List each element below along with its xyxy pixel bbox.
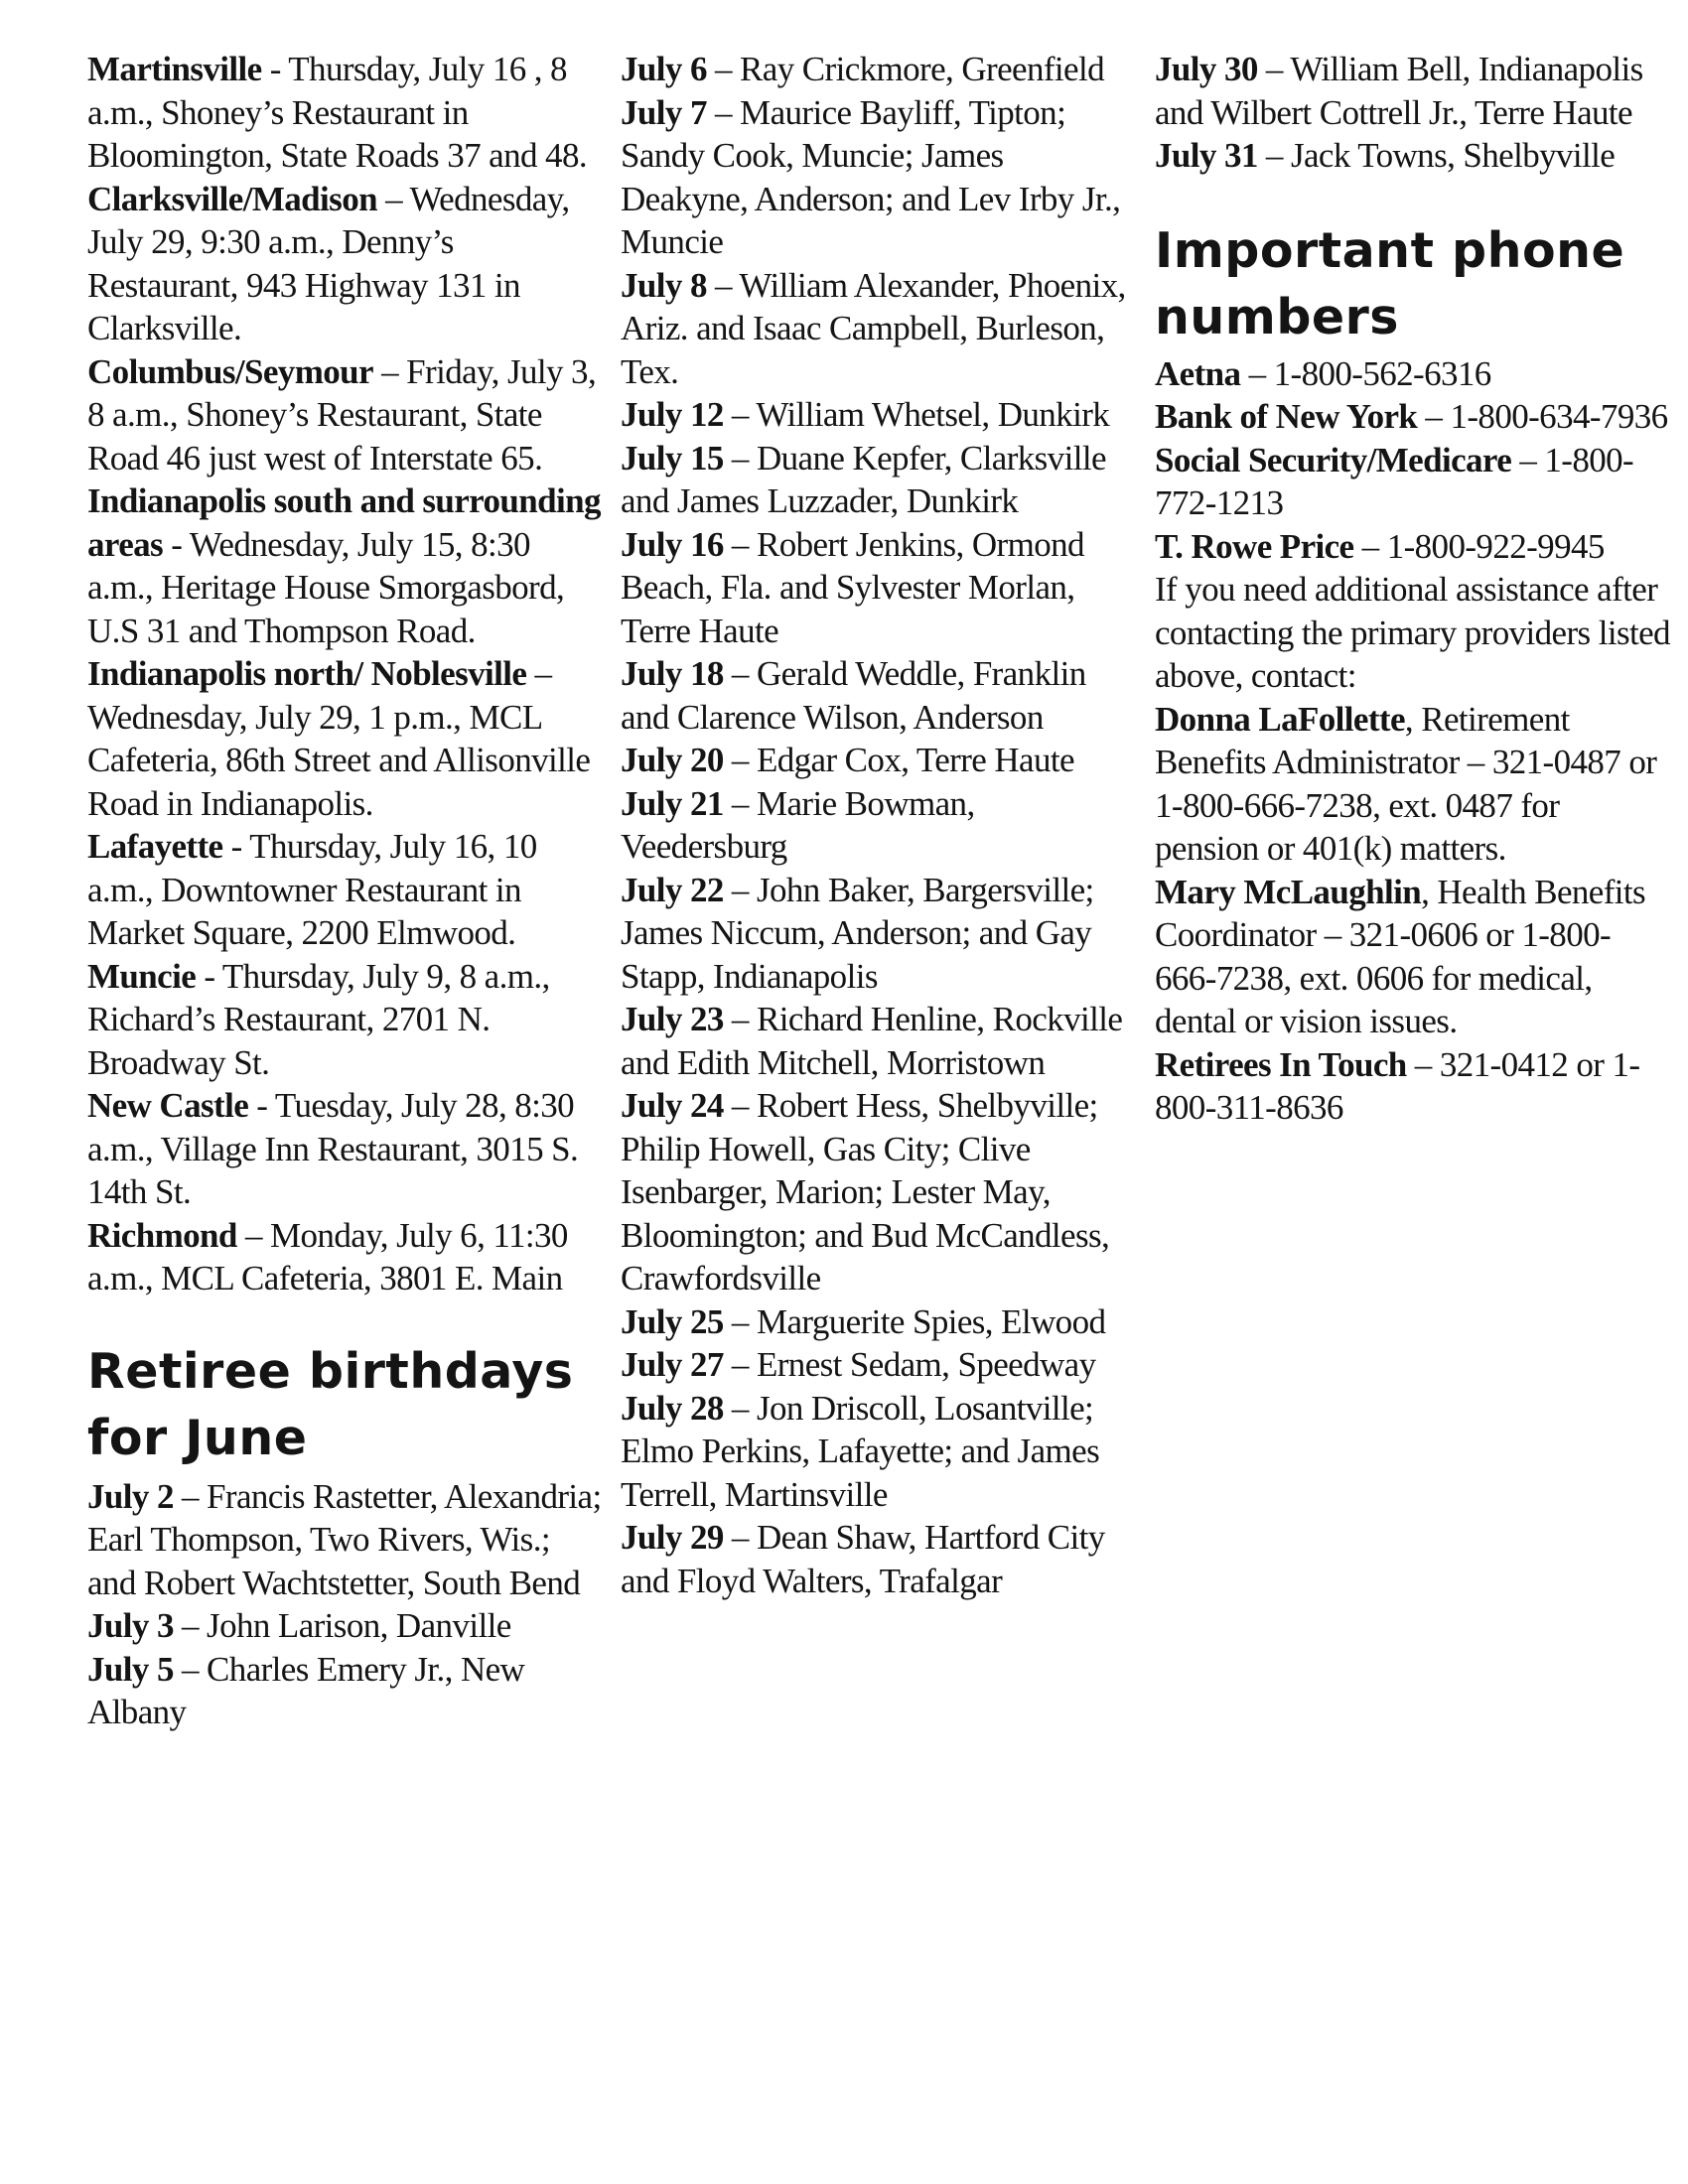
birthday-entry: July 8 – William Alexander, Phoenix, Ariz. and Isaac Campbell, Burleson, Tex. (621, 265, 1126, 391)
meeting-place: Columbus/Seymour (87, 351, 373, 391)
phone-entry (1155, 352, 1671, 396)
birthday-date: July 20 (621, 741, 724, 779)
birthday-names: William Alexander, Phoenix, Ariz. and Isaac Campbell, Burleson, Tex. (621, 265, 1126, 391)
column-3 (1155, 48, 1671, 1130)
meeting-separator: – (526, 654, 552, 693)
phone-name: Aetna (1155, 353, 1241, 393)
meeting-place: Richmond (87, 1215, 237, 1255)
birthday-names: William Bell, Indianapolis and Wilbert Cottrell Jr., Terre Haute (1155, 50, 1643, 132)
phone-number: 1-800-922-9945 (1386, 526, 1605, 566)
birthday-entry: July 31 – Jack Towns, Shelbyville (1155, 136, 1616, 175)
meeting-entry (87, 1084, 604, 1214)
meeting-place: Indianapolis south and surrounding areas (87, 481, 601, 564)
birthday-names: Maurice Bayliff, Tipton; Sandy Cook, Muncie; James Deakyne, Anderson; and Lev Irby Jr., Muncie (621, 92, 1121, 261)
meeting-entry (87, 48, 604, 178)
birthday-names: Duane Kepfer, Clarksville and James Luzzader, Dunkirk (621, 438, 1106, 520)
meeting-place: Martinsville (87, 50, 262, 88)
meeting-details: Friday, July 3, 8 a.m., Shoney’s Restaurant, State Road 46 just west of Interstate 65. (87, 351, 597, 478)
meeting-details: Thursday, July 16, 10 a.m., Downtowner Restaurant in Market Square, 2200 Elmwood. (87, 827, 537, 952)
meeting-entry (87, 825, 604, 955)
birthday-entry: July 23 – Richard Henline, Rockville and Edith Mitchell, Morristown (621, 1000, 1123, 1082)
birthday-entry: July 20 – Edgar Cox, Terre Haute (621, 741, 1074, 779)
birthday-entry: July 24 – Robert Hess, Shelbyville; Philip Howell, Gas City; Clive Isenbarger, Marion; Lester May, Bloomington; and Bud McCandless, Crawfordsville (621, 1086, 1110, 1297)
birthday-names: Ray Crickmore, Greenfield (740, 50, 1104, 88)
meeting-place: Muncie (87, 956, 197, 996)
birthday-entry: July 28 – Jon Driscoll, Losantville; Elmo Perkins, Lafayette; and James Terrell, Martinsville (621, 1388, 1100, 1514)
meeting-entry (87, 1214, 604, 1300)
phone-name: Social Security/Medicare (1155, 440, 1512, 479)
contact-name: Donna LaFollette (1155, 699, 1405, 739)
birthday-names: Robert Jenkins, Ormond Beach, Fla. and Sylvester Morlan, Terre Haute (621, 524, 1084, 650)
birthdays-heading: Retiree birthdays for June (87, 1342, 574, 1466)
birthday-names: Ernest Sedam, Speedway (756, 1345, 1096, 1384)
birthday-names: Robert Hess, Shelbyville; Philip Howell, Gas City; Clive Isenbarger, Marion; Lester May, Bloomington; and Bud McCandless, Crawfordsville (621, 1086, 1110, 1297)
meeting-place: Indianapolis north/ Noblesville (87, 654, 527, 693)
meeting-separator: - (196, 956, 222, 996)
birthday-names: Dean Shaw, Hartford City and Floyd Walters, Trafalgar (621, 1518, 1105, 1600)
meeting-entry (87, 652, 604, 825)
birthday-entry: July 5 – Charles Emery Jr., New Albany (87, 1649, 525, 1731)
birthday-entry: July 18 – Gerald Weddle, Franklin and Clarence Wilson, Anderson (621, 654, 1086, 737)
meeting-place: New Castle (87, 1086, 249, 1125)
birthday-date: July 16 (621, 524, 724, 564)
birthday-entry: July 29 – Dean Shaw, Hartford City and Floyd Walters, Trafalgar (621, 1518, 1105, 1600)
column-1 (87, 48, 604, 1734)
birthday-entry: July 22 – John Baker, Bargersville; James Niccum, Anderson; and Gay Stapp, Indianapolis (621, 870, 1094, 996)
meeting-list (87, 48, 604, 1300)
meeting-separator: – (236, 1215, 270, 1255)
birthday-date: July 5 (87, 1649, 174, 1689)
meeting-entry (87, 350, 604, 480)
contact-entry (1155, 698, 1671, 871)
birthday-names: Edgar Cox, Terre Haute (756, 741, 1074, 779)
birthday-names: Marguerite Spies, Elwood (756, 1301, 1106, 1341)
birthday-names: Gerald Weddle, Franklin and Clarence Wilson, Anderson (621, 654, 1086, 737)
phone-list (1155, 352, 1671, 1130)
birthday-entry: July 16 – Robert Jenkins, Ormond Beach, Fla. and Sylvester Morlan, Terre Haute (621, 524, 1084, 650)
birthday-names: John Larison, Danville (207, 1606, 511, 1645)
contact-name: Mary McLaughlin (1155, 872, 1422, 911)
birthday-list-part-2 (621, 48, 1137, 1602)
meeting-entry (87, 955, 604, 1085)
contact-details: , Retirement Benefits Administrator – 321-0487 or 1-800-666-7238, ext. 0487 for pension or 401(k) matters. (1155, 699, 1657, 868)
meeting-details: Wednesday, July 29, 1 p.m., MCL Cafeteria, 86th Street and Allisonville Road in Indianapolis. (87, 697, 591, 823)
contact-entry (1155, 871, 1671, 1043)
contact-entry (1155, 1043, 1671, 1130)
birthday-date: July 12 (621, 395, 724, 434)
birthday-date: July 3 (87, 1606, 174, 1645)
birthday-names: Jack Towns, Shelbyville (1290, 136, 1616, 175)
birthday-date: July 27 (621, 1345, 724, 1384)
contact-details: – 321-0412 or 1-800-311-8636 (1155, 1044, 1640, 1127)
birthday-list-part-3 (1155, 48, 1671, 178)
phone-number: 1-800-772-1213 (1155, 440, 1634, 522)
meeting-separator: - (163, 524, 190, 564)
meeting-details: Wednesday, July 29, 9:30 a.m., Denny’s Restaurant, 943 Highway 131 in Clarksville. (87, 179, 570, 347)
birthday-entry: July 3 – John Larison, Danville (87, 1606, 511, 1645)
meeting-separator: - (222, 827, 250, 866)
birthday-date: July 22 (621, 870, 724, 909)
birthday-entry: July 30 – William Bell, Indianapolis and Wilbert Cottrell Jr., Terre Haute (1155, 50, 1643, 132)
meeting-separator: – (376, 179, 410, 218)
birthday-entry: July 25 – Marguerite Spies, Elwood (621, 1301, 1106, 1341)
phone-separator: – (1240, 353, 1274, 393)
phone-separator: – (1353, 526, 1387, 566)
birthday-entry: July 7 – Maurice Bayliff, Tipton; Sandy Cook, Muncie; James Deakyne, Anderson; and Lev Irby Jr., Muncie (621, 92, 1121, 261)
contact-name: Retirees In Touch (1155, 1044, 1407, 1084)
birthday-names: John Baker, Bargersville; James Niccum, Anderson; and Gay Stapp, Indianapolis (621, 870, 1094, 996)
birthday-date: July 30 (1155, 50, 1258, 88)
phone-numbers-heading: Important phone numbers (1155, 221, 1625, 345)
birthday-entry: July 27 – Ernest Sedam, Speedway (621, 1345, 1096, 1384)
meeting-place: Lafayette (87, 827, 223, 866)
birthday-date: July 7 (621, 92, 707, 132)
birthday-date: July 28 (621, 1388, 724, 1428)
birthday-names: Marie Bowman, Veedersburg (621, 783, 975, 866)
meeting-separator: - (261, 50, 289, 88)
birthday-list-part-1 (87, 1475, 604, 1734)
meeting-entry (87, 178, 604, 350)
birthday-date: July 25 (621, 1301, 724, 1341)
birthday-date: July 15 (621, 438, 724, 478)
birthday-entry: July 15 – Duane Kepfer, Clarksville and James Luzzader, Dunkirk (621, 438, 1106, 520)
phone-name: T. Rowe Price (1155, 526, 1354, 566)
birthday-names: Jon Driscoll, Losantville; Elmo Perkins, Lafayette; and James Terrell, Martinsville (621, 1388, 1100, 1514)
birthday-date: July 31 (1155, 136, 1258, 175)
birthday-date: July 18 (621, 654, 724, 693)
meeting-entry (87, 479, 604, 652)
phone-name: Bank of New York (1155, 397, 1418, 436)
birthday-date: July 24 (621, 1086, 724, 1125)
birthday-date: July 23 (621, 1000, 724, 1038)
meeting-details: Tuesday, July 28, 8:30 a.m., Village Inn Restaurant, 3015 S. 14th St. (87, 1086, 579, 1211)
birthday-entry: July 2 – Francis Rastetter, Alexandria; Earl Thompson, Two Rivers, Wis.; and Robert Wachtstetter, South Bend (87, 1476, 602, 1602)
meeting-details: Monday, July 6, 11:30 a.m., MCL Cafeteria, 3801 E. Main (87, 1215, 568, 1297)
meeting-separator: – (372, 351, 407, 391)
birthday-entry: July 6 – Ray Crickmore, Greenfield (621, 50, 1104, 88)
birthday-date: July 21 (621, 783, 724, 823)
birthday-names: Francis Rastetter, Alexandria; Earl Thompson, Two Rivers, Wis.; and Robert Wachtstetter, South Bend (87, 1476, 602, 1602)
phone-number: 1-800-562-6316 (1273, 353, 1491, 393)
phone-entry (1155, 439, 1671, 525)
column-2 (621, 48, 1137, 1602)
phone-number: 1-800-634-7936 (1450, 397, 1668, 436)
birthday-names: Richard Henline, Rockville and Edith Mitchell, Morristown (621, 1000, 1123, 1082)
phone-entry (1155, 395, 1671, 439)
birthday-names: Charles Emery Jr., New Albany (87, 1649, 525, 1731)
meeting-details: Thursday, July 9, 8 a.m., Richard’s Restaurant, 2701 N. Broadway St. (87, 956, 550, 1082)
meeting-details: Wednesday, July 15, 8:30 a.m., Heritage House Smorgasbord, U.S 31 and Thompson Road. (87, 524, 565, 650)
birthday-entry: July 21 – Marie Bowman, Veedersburg (621, 783, 975, 866)
meeting-separator: - (248, 1086, 275, 1125)
birthday-entry: July 12 – William Whetsel, Dunkirk (621, 395, 1110, 434)
phone-entry (1155, 525, 1671, 569)
contact-details: , Health Benefits Coordinator – 321-0606 or 1-800-666-7238, ext. 0606 for medical, dental or vision issues. (1155, 872, 1646, 1040)
birthday-date: July 6 (621, 50, 707, 88)
birthday-date: July 2 (87, 1476, 174, 1516)
phone-separator: – (1511, 440, 1545, 479)
birthday-names: William Whetsel, Dunkirk (756, 395, 1110, 434)
phone-separator: – (1417, 397, 1451, 436)
birthday-date: July 29 (621, 1518, 724, 1557)
assistance-intro: If you need additional assistance after contacting the primary providers listed above, contact: (1155, 570, 1670, 695)
meeting-place: Clarksville/Madison (87, 179, 377, 218)
meeting-details: Thursday, July 16 , 8 a.m., Shoney’s Restaurant in Bloomington, State Roads 37 and 48. (87, 50, 588, 175)
birthday-date: July 8 (621, 265, 707, 305)
